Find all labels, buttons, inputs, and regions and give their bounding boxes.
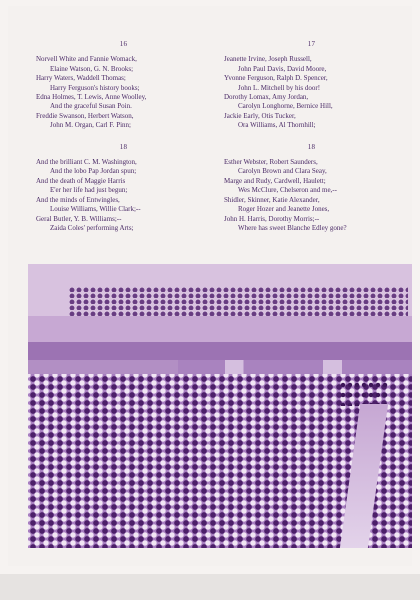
section-number: 18 [307, 142, 316, 151]
verse-line: Dorothy Lomax, Amy Jordan, [224, 93, 309, 102]
verse-line: Carolyn Brown and Clara Seay, [238, 167, 327, 176]
verse-line: Norvell White and Fannie Womack, [36, 55, 137, 64]
verse-line: Roger Hozer and Jeanette Jones, [238, 205, 330, 214]
verse-line: Louise Williams, Willie Clark;-- [50, 205, 141, 214]
section-18b [224, 143, 399, 234]
verse-line: Ora Williams, Al Thornhill; [238, 121, 316, 130]
verse-line: Zaida Coles' performing Arts; [50, 223, 134, 232]
verse-line: Carolyn Longhorne, Bernice Hill, [238, 102, 333, 111]
verse-line: And the death of Maggie Harris [36, 176, 126, 185]
verse-line: John L. Mitchell by his door! [238, 83, 321, 92]
verse-line: Marge and Rudy, Cardwell, Haulett; [224, 176, 326, 185]
verse-line: And the lobo Pap Jordan spun; [50, 167, 137, 176]
verse-line: John Paul Davis, David Moore, [238, 64, 327, 73]
page-edge [0, 574, 420, 600]
standing-figures [340, 382, 388, 406]
verse-line: Jackie Early, Otis Tucker, [224, 111, 296, 120]
verse-line: John H. Harris, Dorothy Morris;-- [224, 214, 320, 223]
verse-line: Harry Ferguson's history books; [50, 83, 140, 92]
verse-line: Jeanette Irvine, Joseph Russell, [224, 55, 312, 64]
left-column [36, 40, 211, 237]
section-17 [224, 40, 399, 131]
yearbook-page [8, 6, 412, 566]
verse-line: Shidler, Skinner, Katie Alexander, [224, 195, 320, 204]
verse-line: Elaine Watson, G. N. Brooks; [50, 64, 134, 73]
section-number: 18 [119, 142, 128, 151]
verse-line: Yvonne Ferguson, Ralph D. Spencer, [224, 74, 328, 83]
verse-line: Geral Butler, Y. B. Williams;-- [36, 214, 122, 223]
verse-line: And the graceful Susan Poin. [50, 102, 132, 111]
verse-line: Freddie Swanson, Herbert Watson, [36, 111, 134, 120]
balcony-underside [28, 342, 412, 360]
balcony-rail [28, 316, 412, 344]
section-16 [36, 40, 211, 131]
verse-line: Where has sweet Blanche Edley gone? [238, 223, 347, 232]
verse-line: Harry Waters, Waddell Thomas; [36, 74, 126, 83]
verse-line: Edna Holmes, T. Lewis, Anne Woolley, [36, 93, 147, 102]
section-18 [36, 143, 211, 234]
section-number: 16 [119, 40, 128, 48]
verse-line: And the minds of Entwingles, [36, 195, 120, 204]
verse-line: And the brilliant C. M. Washington, [36, 158, 137, 167]
verse-line: Wes McClure, Chelseron and me,-- [238, 186, 337, 195]
right-column [224, 40, 399, 237]
verse-line: John M. Organ, Carl F. Pinn; [50, 121, 131, 130]
section-number: 17 [307, 40, 316, 48]
verse-line: Esther Webster, Robert Saunders, [224, 158, 318, 167]
verse-line: E'er her life had just begun; [50, 186, 128, 195]
auditorium-crowd-photo [28, 264, 412, 548]
balcony-audience [68, 286, 408, 316]
